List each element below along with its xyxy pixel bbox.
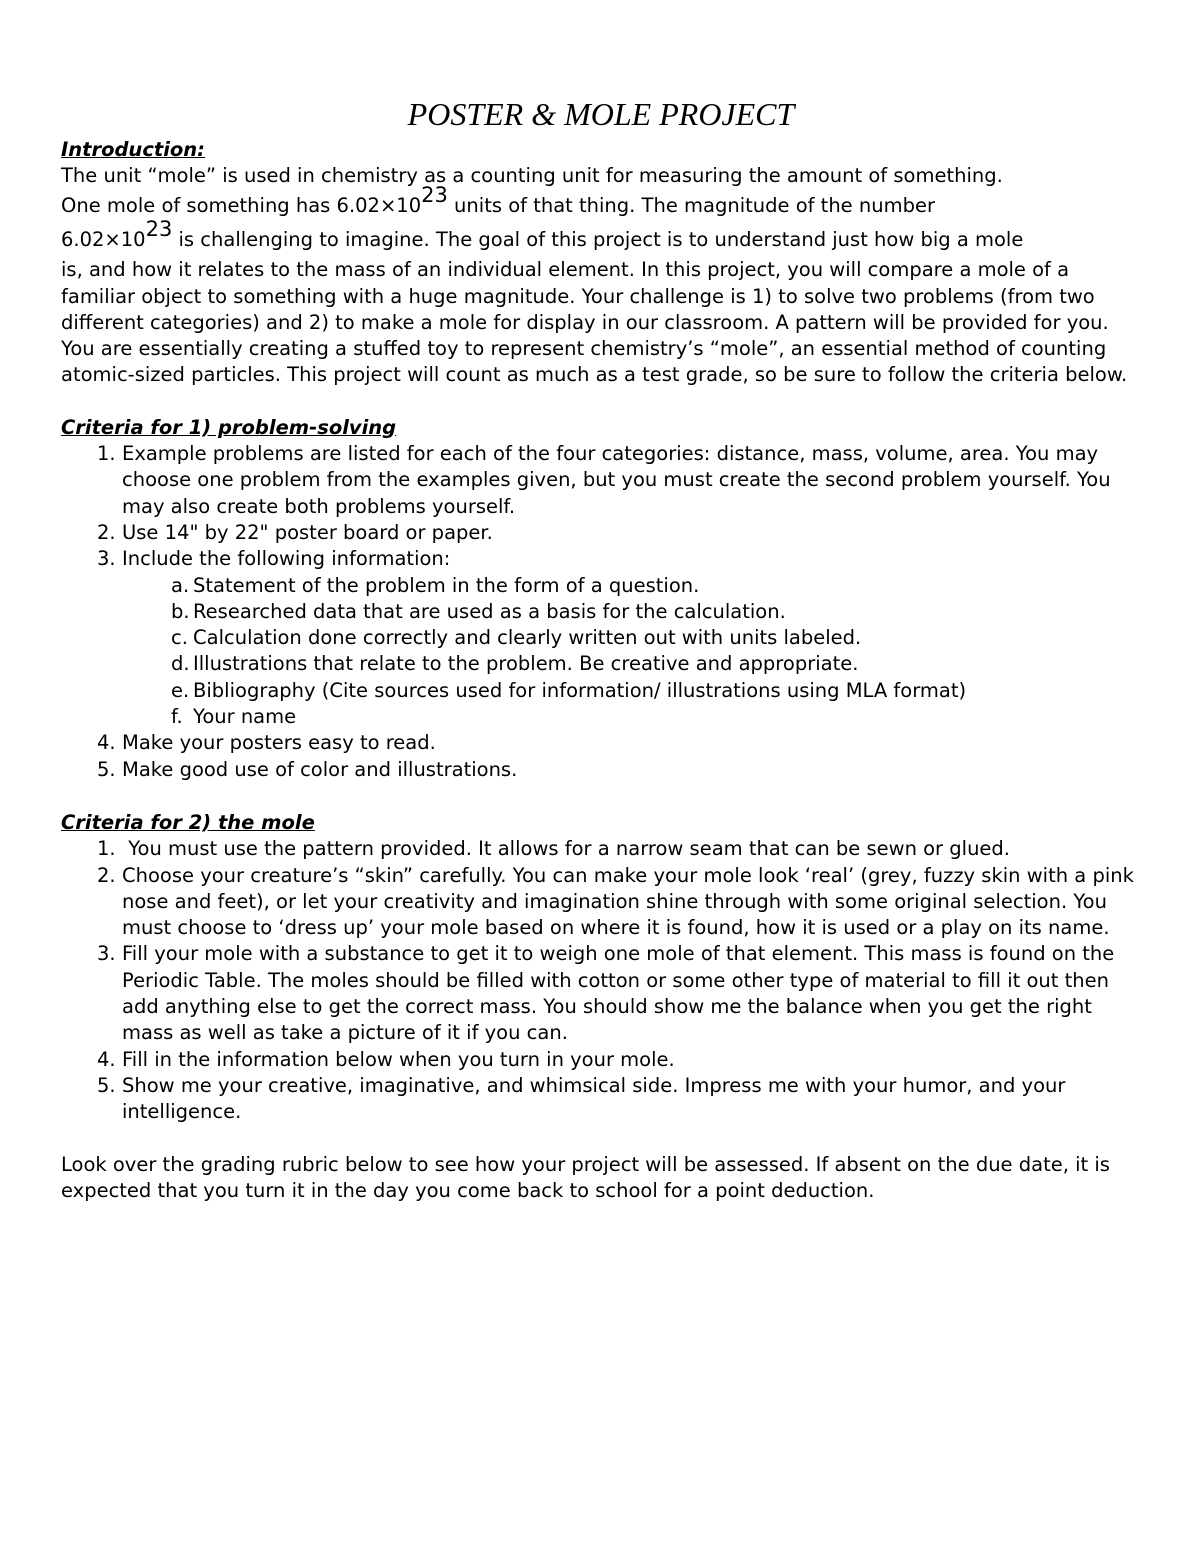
list-item: 4. Fill in the information below when you turn in your mole.	[97, 1047, 675, 1071]
introduction-paragraph	[61, 163, 1141, 389]
intro-line-1: The unit “mole” is used in chemistry as a counting unit for measuring the amount of something.	[61, 164, 1003, 187]
sublist-item: c. Calculation done correctly and clearly written out with units labeled.	[171, 626, 862, 650]
list-item: 3. Fill your mole with a substance to get it to weigh one mole of that element. This mass is found on the Periodic Table. The moles should be filled with cotton or some other type of material to fill it out then add anything else to get the correct mass. You should show me the balance when you get the right mass as well as take a picture of it if you can.	[97, 942, 1115, 1045]
list-item: 5. Make good use of color and illustrations.	[97, 757, 518, 781]
list-item: 2. Choose your creature’s “skin” carefully. You can make your mole look ‘real’ (grey, fuzzy skin with a pink nose and feet), or let your creativity and imagination shine through with some original selection. You must choose to ‘dress up’ your mole based on where it is found, how it is used or a play on its name.	[97, 863, 1134, 940]
intro-line-3: $6.02\times 10^{23}$ is challenging to imagine. The goal of this project is to understand just how big a mole	[61, 216, 1024, 252]
criteria-1-list	[61, 441, 1141, 783]
introduction-heading: Introduction:	[61, 138, 205, 161]
exponent: 23	[421, 182, 448, 207]
list-item: 5. Show me your creative, imaginative, and whimsical side. Impress me with your humor, and your intelligence.	[97, 1073, 1066, 1124]
criteria-1-sublist	[122, 573, 1141, 731]
sublist-item: f. Your name	[171, 705, 297, 729]
criteria-problem-solving-section	[61, 415, 1141, 783]
list-item: 4. Make your posters easy to read.	[97, 731, 436, 755]
exponent: 23	[145, 216, 173, 241]
sublist-item: b. Researched data that are used as a basis for the calculation.	[171, 599, 786, 623]
criteria-2-list	[61, 836, 1141, 1125]
sublist-item: a. Statement of the problem in the form of a question.	[171, 573, 700, 597]
criteria-mole-section	[61, 810, 1141, 1126]
document-title: POSTER & MOLE PROJECT	[407, 96, 795, 132]
criteria-2-heading: Criteria for 2) the mole	[61, 810, 315, 834]
closing-paragraph: Look over the grading rubric below to see how your project will be assessed. If absent on the due date, it is expected that you turn it in the day you come back to school for a point deduction.	[61, 1152, 1110, 1202]
sublist-item: e. Bibliography (Cite sources used for information/ illustrations using MLA format)	[171, 678, 967, 702]
intro-line-2: One mole of something has $6.02\times 10^{23}$ units of that thing. The magnitude of the number	[61, 182, 935, 218]
sublist-item: d. Illustrations that relate to the problem. Be creative and appropriate.	[171, 652, 859, 676]
document-page	[61, 92, 1141, 1204]
criteria-1-heading: Criteria for 1) problem-solving	[61, 415, 397, 439]
list-item: 1. You must use the pattern provided. It allows for a narrow seam that can be sewn or glued.	[97, 837, 1010, 861]
list-item: 2. Use 14" by 22" poster board or paper.	[97, 520, 493, 544]
list-item: 3. Include the following information: a. Statement of the problem in the form of a question. b. Researched data that are used as a basis for the calculation. c. Calculation done correctly and clearly written out with units labeled. d. Illustrations that relate to the problem. Be creative and appropriate. e. Bibliography (Cite sources used for information/ illustrations using MLA format) f. Your name	[122, 546, 1141, 730]
intro-rest: is, and how it relates to the mass of an individual element. In this project, you will compare a mole of a familiar object to something with a huge magnitude. Your challenge is 1) to solve two problems (from two different categories) and 2) to make a mole for display in our classroom. A pattern will be provided for you. You are essentially creating a stuffed toy to represent chemistry’s “mole”, an essential method of counting atomic-sized particles. This project will count as much as a test grade, so be sure to follow the criteria below.	[61, 258, 1128, 387]
list-item: 1. Example problems are listed for each of the four categories: distance, mass, volume, area. You may choose one problem from the examples given, but you must create the second problem yourself. You may also create both problems yourself.	[97, 442, 1111, 518]
